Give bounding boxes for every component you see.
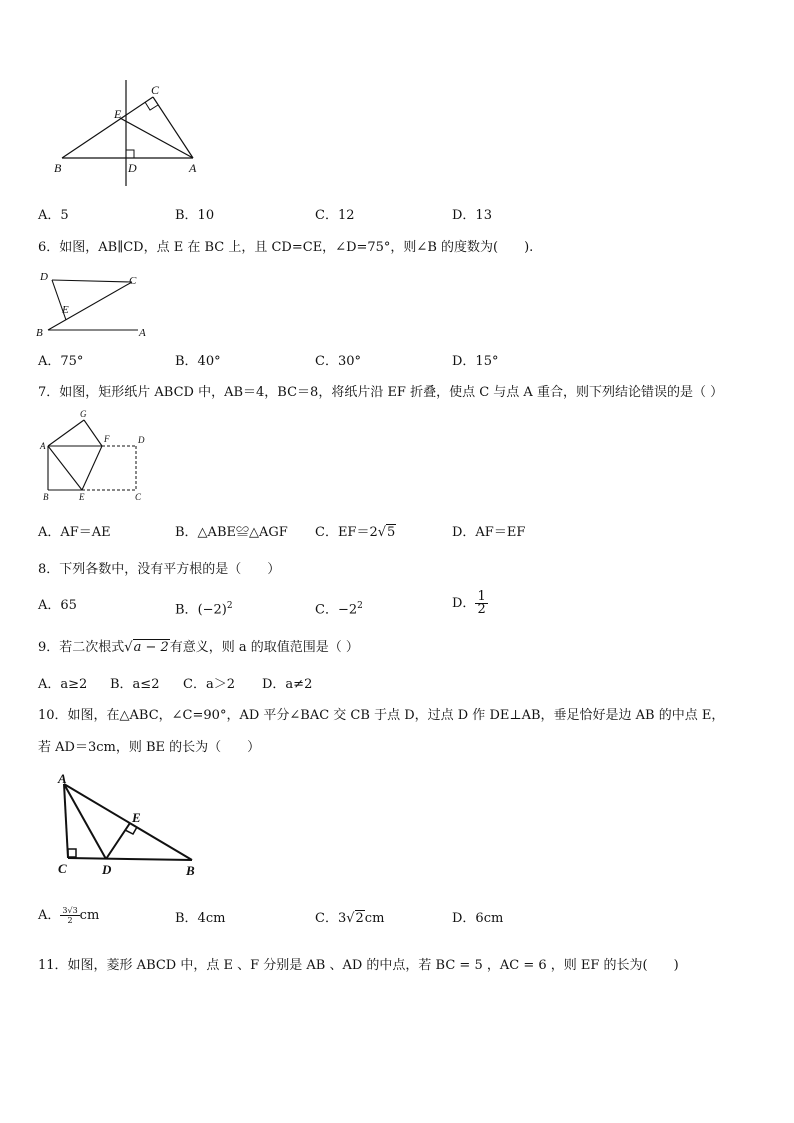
q5-figure xyxy=(48,80,208,186)
q6-option-b[interactable]: B．40° xyxy=(175,354,221,369)
q8-option-c-base: −2 xyxy=(337,602,358,618)
q10-option-a[interactable] xyxy=(38,906,99,925)
q10-label-c: C xyxy=(58,861,67,876)
q9-stem-suffix: 有意义，则 a 的取值范围是（ ） xyxy=(169,640,359,655)
q9-stem xyxy=(38,640,359,656)
q7-option-c-radicand: 5 xyxy=(387,525,396,540)
q8-option-d-prefix: D． xyxy=(452,596,476,611)
q7-option-a[interactable]: A．AF＝AE xyxy=(38,525,111,540)
q10-option-c[interactable] xyxy=(315,911,384,927)
q8-option-b-exp: 2 xyxy=(226,601,233,611)
q11-stem: 11．如图，菱形 ABCD 中，点 E 、F 分别是 AB 、AD 的中点，若 BC = 5 ，AC = 6 ，则 EF 的长为( ) xyxy=(38,958,679,973)
q5-option-c[interactable]: C．12 xyxy=(315,208,355,223)
q6-option-a[interactable]: A．75° xyxy=(38,354,84,369)
q8-option-c-exp: 2 xyxy=(357,601,363,611)
q6-label-d: D xyxy=(40,271,48,283)
q10-label-a: A xyxy=(58,771,67,786)
q7-label-g: G xyxy=(80,409,87,419)
q6-label-e: E xyxy=(62,304,69,316)
q7-label-c: C xyxy=(135,492,142,502)
q10-stem-line1: 10．如图，在△ABC，∠C=90°，AD 平分∠BAC 交 CB 于点 D，过点 D 作 DE⊥AB，垂足恰好是边 AB 的中点 E， xyxy=(38,708,725,723)
q9-option-c[interactable]: C．a＞2 xyxy=(183,677,235,692)
q9-stem-prefix: 9．若二次根式 xyxy=(38,640,125,655)
q7-label-b: B xyxy=(43,492,49,502)
q9-option-b[interactable]: B．a≤2 xyxy=(110,677,160,692)
q10-figure xyxy=(50,770,210,882)
sqrt-icon: √ xyxy=(124,640,133,655)
q8-option-d-num: 1 xyxy=(477,589,486,604)
q9-radicand: a − 2 xyxy=(133,640,169,655)
q8-option-a[interactable]: A．65 xyxy=(38,598,77,613)
q7-option-b[interactable]: B．△ABE≌△AGF xyxy=(175,525,288,540)
q5-option-b[interactable]: B．10 xyxy=(175,208,215,223)
q7-figure xyxy=(38,408,150,504)
q9-option-a[interactable]: A．a≥2 xyxy=(38,677,88,692)
sqrt-icon: √ xyxy=(377,525,387,540)
q8-option-b-prefix: B． xyxy=(175,602,198,618)
sqrt-icon: √ xyxy=(346,911,355,926)
q7-option-c-prefix: C．EF＝ xyxy=(315,525,370,540)
q5-label-a: A xyxy=(189,161,197,175)
q5-option-d[interactable]: D．13 xyxy=(452,208,492,223)
q6-figure xyxy=(34,268,154,340)
q10-option-d[interactable]: D．6cm xyxy=(452,911,504,926)
q10-stem-line2: 若 AD＝3cm，则 BE 的长为（ ） xyxy=(38,740,261,755)
q6-label-a: A xyxy=(139,327,146,339)
q10-label-e: E xyxy=(132,810,141,825)
q10-option-a-unit: cm xyxy=(79,908,100,923)
q10-label-d: D xyxy=(102,862,112,877)
q8-stem: 8．下列各数中，没有平方根的是（ ） xyxy=(38,562,281,577)
q8-option-b-base: (−2) xyxy=(197,602,227,618)
q8-option-d-fraction xyxy=(475,591,487,616)
q10-option-b[interactable]: B．4cm xyxy=(175,911,226,926)
q7-label-a: A xyxy=(40,441,46,451)
q5-label-e: E xyxy=(114,107,122,121)
q7-option-c[interactable] xyxy=(315,525,396,541)
q8-option-c[interactable] xyxy=(315,598,363,618)
q6-label-b: B xyxy=(36,327,43,339)
q6-stem: 6．如图，AB∥CD，点 E 在 BC 上，且 CD=CE，∠D=75°，则∠B 的度数为( ). xyxy=(38,240,534,255)
q10-option-a-fraction xyxy=(60,906,79,925)
q8-option-c-prefix: C． xyxy=(315,602,338,618)
q6-label-c: C xyxy=(129,275,137,287)
q7-stem: 7．如图，矩形纸片 ABCD 中，AB＝4，BC＝8，将纸片沿 EF 折叠，使点 C 与点 A 重合，则下列结论错误的是（ ） xyxy=(38,385,724,400)
q10-option-c-radicand: 2 xyxy=(355,911,364,926)
q7-option-d[interactable]: D．AF＝EF xyxy=(452,525,526,540)
q10-option-a-prefix: A． xyxy=(38,908,61,923)
q7-label-d: D xyxy=(138,435,145,445)
q5-label-b: B xyxy=(54,161,62,175)
q10-option-a-num: 3√3 xyxy=(62,906,78,915)
q5-option-a[interactable]: A．5 xyxy=(38,208,69,223)
q10-option-c-prefix: C．3 xyxy=(315,911,347,926)
q10-option-a-den: 2 xyxy=(67,916,73,925)
q7-label-e: E xyxy=(79,492,85,502)
q10-label-b: B xyxy=(186,863,195,878)
q7-label-f: F xyxy=(104,434,110,444)
q10-option-c-unit: cm xyxy=(364,911,385,926)
q8-option-b[interactable] xyxy=(175,598,233,618)
q8-option-d-den: 2 xyxy=(477,602,486,617)
q6-option-c[interactable]: C．30° xyxy=(315,354,361,369)
q9-option-d[interactable]: D．a≠2 xyxy=(262,677,313,692)
q7-option-c-coef: 2 xyxy=(369,525,378,540)
q8-option-d[interactable] xyxy=(452,591,488,616)
q5-label-c: C xyxy=(151,83,160,97)
q6-option-d[interactable]: D．15° xyxy=(452,354,499,369)
q5-label-d: D xyxy=(128,161,137,175)
